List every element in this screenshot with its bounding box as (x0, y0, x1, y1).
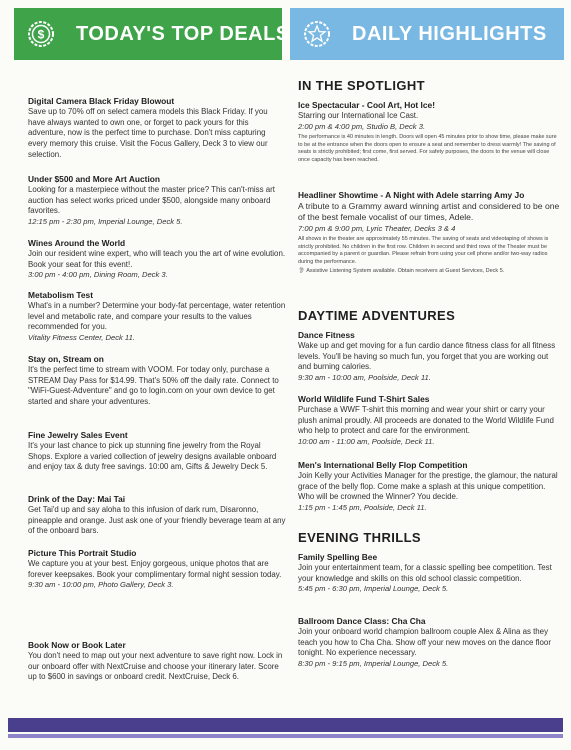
daily-highlights-title: DAILY HIGHLIGHTS (352, 22, 547, 45)
deal-item (28, 96, 286, 161)
deal-item (28, 494, 286, 537)
deal-item (28, 430, 286, 473)
deal-item (28, 354, 286, 408)
deal-title: Wines Around the World (28, 238, 126, 248)
evening-item (298, 616, 560, 670)
event-title: Family Spelling Bee (298, 552, 378, 562)
evening-item (298, 552, 560, 595)
deal-title: Metabolism Test (28, 290, 93, 300)
event-title: Headliner Showtime - A Night with Adele starring Amy Jo (298, 190, 525, 200)
svg-text:$: $ (37, 27, 45, 42)
spotlight-heading: IN THE SPOTLIGHT (298, 78, 426, 93)
event-body: Purchase a WWF T-shirt this morning and wear your shirt or carry your plush animal proudly. All proceeds are donated to the World Wildlife Fund who help to protect and care for the environment. (298, 405, 554, 436)
spotlight-item (298, 190, 560, 275)
event-time: 7:00 pm & 9:00 pm, Lyric Theater, Decks 3 & 4 (298, 223, 456, 233)
event-note: All shows in the theater are approximately 55 minutes. The saving of seats and videotaping of shows is strictly prohibited. No children in the first row. Children in second and third rows of the Theater must be accompanied by a parent or guardian. Please refrain from using your cell phone and/or two-way radios during the performance. (298, 236, 549, 265)
event-body: Join your onboard world champion ballroom couple Alex & Alina as they teach you how to Cha Cha. Show off your new moves on the dance floor tonight. No experience necessary. (298, 627, 551, 658)
event-title: Dance Fitness (298, 330, 355, 340)
deal-item (28, 174, 286, 228)
deal-body: Get Tai'd up and say aloha to this infusion of dark rum, Disaronno, pineapple and orange. Just ask one of your friendly beverage team at any of the onboard bars. (28, 505, 286, 536)
deal-body: What's in a number? Determine your body-fat percentage, water retention level and metabolic rate, and compare your results to the values recommended for you. (28, 301, 286, 332)
event-time: 8:30 pm - 9:15 pm, Imperial Lounge, Deck 5. (298, 659, 449, 669)
hearing-assist-icon: 👂︎ (298, 267, 305, 274)
top-deals-title: TODAY'S TOP DEALS (76, 22, 290, 45)
evening-heading: EVENING THRILLS (298, 530, 422, 545)
deal-title: Drink of the Day: Mai Tai (28, 494, 126, 504)
event-title: World Wildlife Fund T-Shirt Sales (298, 394, 430, 404)
deal-title: Picture This Portrait Studio (28, 548, 137, 558)
deal-title: Under $500 and More Art Auction (28, 174, 161, 184)
event-body: A tribute to a Grammy award winning artist and considered to be one of the best female vocalist of our times, Adele. (298, 201, 560, 223)
deal-title: Fine Jewelry Sales Event (28, 430, 128, 440)
event-title: Ice Spectacular - Cool Art, Hot Ice! (298, 100, 435, 110)
deal-body: You don't need to map out your next adventure to save right now. Lock in our onboard offer with NextCruise and choose your itinerary later. Score up to $600 in savings or onboard credit. NextCruise, Deck 6. (28, 651, 283, 682)
dollar-sign-icon (26, 19, 56, 49)
event-time: 2:00 pm & 4:00 pm, Studio B, Deck 3. (298, 121, 426, 131)
event-time: 9:30 am - 10:00 am, Poolside, Deck 11. (298, 373, 431, 383)
event-title: Men's International Belly Flop Competition (298, 460, 468, 470)
daily-highlights-banner (290, 8, 564, 60)
footer-accent-bar (8, 734, 563, 738)
deal-time: 3:00 pm - 4:00 pm, Dining Room, Deck 3. (28, 270, 168, 280)
deal-title: Stay on, Stream on (28, 354, 104, 364)
daytime-item (298, 394, 560, 448)
event-time: 5:45 pm - 6:30 pm, Imperial Lounge, Deck 5. (298, 584, 449, 594)
deal-time: 9:30 am - 10:00 pm, Photo Gallery, Deck 3. (28, 580, 174, 590)
deal-body: Join our resident wine expert, who will teach you the art of wine evolution. Book your seat for this event!. (28, 249, 286, 269)
deal-time: 12:15 pm - 2:30 pm, Imperial Lounge, Deck 5. (28, 217, 183, 227)
event-body: Join your entertainment team, for a classic spelling bee competition. Test your knowledge and skills on this old school classic competition. (298, 563, 552, 583)
assistive-listening-text: Assistive Listening System available. Obtain receivers at Guest Services, Deck 5. (306, 267, 505, 274)
deal-body: Looking for a masterpiece without the master price? This can't-miss art auction has select works priced under $500, alongside many onboard favorites. (28, 185, 275, 216)
deal-location: Vitality Fitness Center, Deck 11. (28, 333, 135, 343)
deal-item (28, 548, 286, 591)
deal-item (28, 238, 286, 281)
deal-body: It's the perfect time to stream with VOOM. For today only, purchase a STREAM Day Pass for $14.99. That's 50% off the daily rate. Connect to "WiFi-Guest-Adventure" and go to login.com on your own device to get started and share your adventures. (28, 365, 279, 407)
daytime-heading: DAYTIME ADVENTURES (298, 308, 456, 323)
event-body: Starring our International Ice Cast. (298, 111, 419, 120)
deal-title: Book Now or Book Later (28, 640, 126, 650)
event-time: 1:15 pm - 1:45 pm, Poolside, Deck 11. (298, 503, 427, 513)
event-note: The performance is 40 minutes in length. Doors will open 45 minutes prior to show time, please make sure to be at the entrance when the doors open to ensure a seat and remember to dress warmly! The saving of seats is strictly prohibited; first come, first served. For safety purposes, the doors to the venue will close once capacity has been reached. (298, 134, 557, 163)
daytime-item (298, 330, 560, 384)
deal-body: It's your last chance to pick up stunning fine jewelry from the Royal Shops. Explore a varied collection of jewelry designs available onboard and enjoy tax & duty free savings. 10:00 am, Gifts & Jewelry Deck 5. (28, 441, 277, 472)
footer-bar (8, 718, 563, 732)
event-time: 10:00 am - 11:00 am, Poolside, Deck 11. (298, 437, 435, 447)
deal-body: We capture you at your best. Enjoy gorgeous, unique photos that are forever keepsakes. Book your complimentary formal night session today. (28, 559, 282, 579)
event-body: Wake up and get moving for a fun cardio dance fitness class for all fitness levels. You'll be having so much fun, you forget that you are working out and burning calories. (298, 341, 556, 372)
deal-body: Save up to 70% off on select camera models this Black Friday. If you have always wanted to own one, or forget to pack yours for this adventure, now is the perfect time to purchase. Don't miss capturing every memory this cruise. Visit the Focus Gallery, Deck 3 to view our selection. (28, 107, 268, 159)
event-title: Ballroom Dance Class: Cha Cha (298, 616, 426, 626)
deal-item (28, 290, 286, 344)
star-icon (302, 19, 332, 49)
spotlight-item (298, 100, 560, 164)
top-deals-banner (14, 8, 290, 60)
event-body: Join Kelly your Activities Manager for the prestige, the glamour, the natural grace of the belly flop. Come make a splash at this unique competition. Who will be crowned the Winner? You decide. (298, 471, 558, 502)
deal-item (28, 640, 286, 683)
deal-title: Digital Camera Black Friday Blowout (28, 96, 175, 106)
assistive-listening-note (298, 268, 560, 275)
daytime-item (298, 460, 560, 514)
